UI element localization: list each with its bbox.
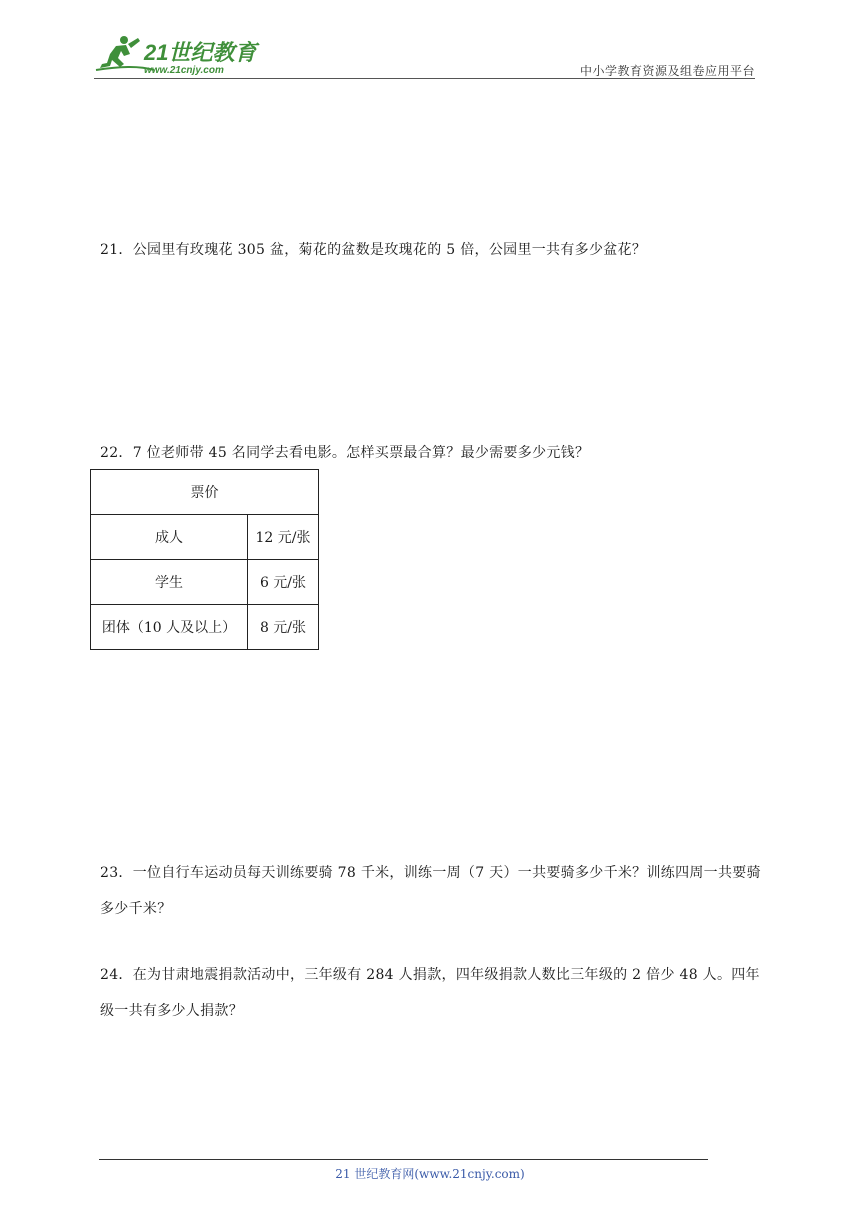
platform-name: 中小学教育资源及组卷应用平台 [579,64,755,78]
table-row [91,560,319,605]
ticket-type-cell: 学生 [91,560,248,605]
logo-url: www.21cnjy.com [144,65,224,76]
ticket-price-table [90,469,319,650]
question-23: 23．一位自行车运动员每天训练要骑 78 千米，训练一周（7 天）一共要骑多少千米？训练四周一共要骑多少千米？ [100,865,761,917]
ticket-type-cell: 成人 [91,515,248,560]
footer-divider [99,1159,708,1160]
ticket-price-cell: 8 元/张 [248,605,319,650]
table-row [91,515,319,560]
question-24: 24．在为甘肃地震捐款活动中，三年级有 284 人捐款，四年级捐款人数比三年级的 2 倍少 48 人。四年级一共有多少人捐款？ [100,967,760,1019]
runner-icon [100,36,140,68]
ticket-price-cell: 6 元/张 [248,560,319,605]
header-divider [94,78,755,79]
ticket-type-cell: 团体（10 人及以上） [91,605,248,650]
question-22: 22．7 位老师带 45 名同学去看电影。怎样买票最合算？最少需要多少元钱？ [100,445,590,461]
footer-link[interactable]: 21 世纪教育网(www.21cnjy.com) [335,1167,525,1181]
question-21: 21．公园里有玫瑰花 305 盆，菊花的盆数是玫瑰花的 5 倍，公园里一共有多少盆花？ [100,242,647,258]
logo-text: 21世纪教育 [144,40,257,65]
table-header-row [91,470,319,515]
table-row [91,605,319,650]
ticket-price-cell: 12 元/张 [248,515,319,560]
table-title: 票价 [91,470,319,515]
site-logo [94,34,264,76]
